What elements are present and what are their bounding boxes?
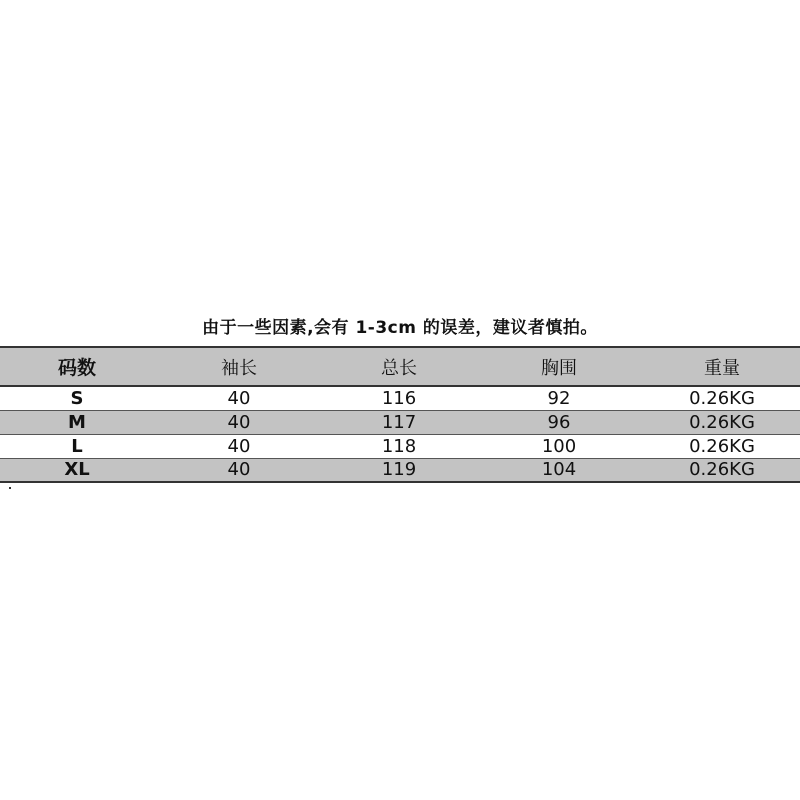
cell-sleeve: 40 <box>227 459 251 481</box>
cell-chest: 104 <box>541 459 577 481</box>
table-header <box>0 347 800 386</box>
measurement-note: 由于一些因素,会有 1-3cm 的误差，建议者慎拍。 <box>202 318 598 338</box>
header-sleeve-length: 袖长 <box>221 357 257 379</box>
cell-length: 118 <box>381 435 417 457</box>
cell-chest: 96 <box>547 411 571 433</box>
table-body <box>0 386 800 482</box>
cell-weight: 0.26KG <box>689 387 755 409</box>
border-corner-mark <box>9 487 11 489</box>
cell-length: 119 <box>381 459 417 481</box>
cell-chest: 92 <box>547 387 571 409</box>
table-row <box>0 410 800 434</box>
header-size: 码数 <box>57 357 96 379</box>
cell-weight: 0.26KG <box>689 459 755 481</box>
cell-size: S <box>70 387 84 409</box>
header-row <box>0 347 800 386</box>
cell-sleeve: 40 <box>227 435 251 457</box>
header-chest: 胸围 <box>541 357 577 379</box>
cell-size: L <box>71 435 83 457</box>
cell-size: M <box>68 411 86 433</box>
cell-chest: 100 <box>541 435 577 457</box>
size-chart-table <box>0 346 800 483</box>
table-row <box>0 434 800 458</box>
cell-sleeve: 40 <box>227 411 251 433</box>
table-row <box>0 458 800 482</box>
cell-weight: 0.26KG <box>689 411 755 433</box>
cell-sleeve: 40 <box>227 387 251 409</box>
cell-size: XL <box>64 459 90 481</box>
cell-length: 116 <box>381 387 417 409</box>
header-weight: 重量 <box>704 357 740 379</box>
cell-length: 117 <box>381 411 417 433</box>
cell-weight: 0.26KG <box>689 435 755 457</box>
table-row <box>0 386 800 410</box>
header-total-length: 总长 <box>381 357 417 379</box>
